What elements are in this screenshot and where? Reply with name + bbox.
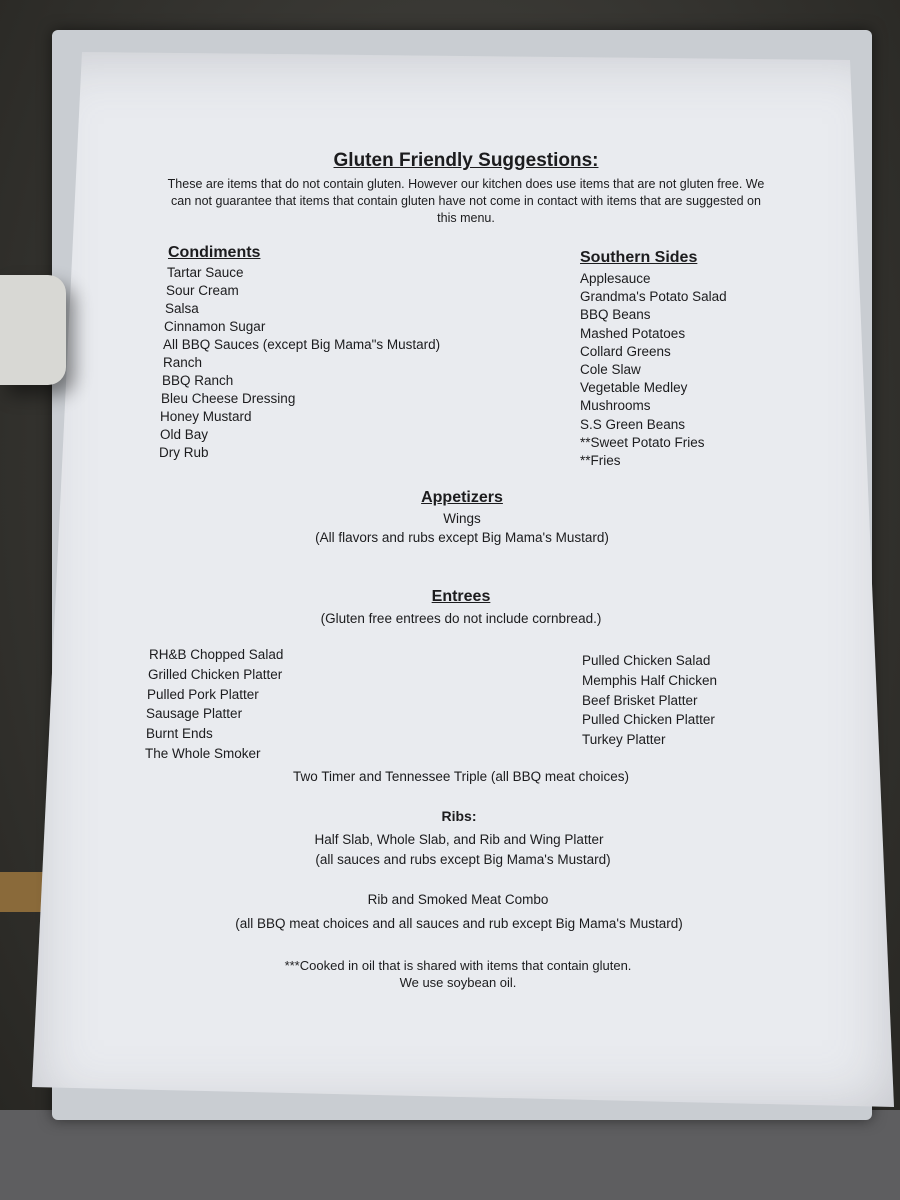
list-item: Collard Greens <box>580 343 671 359</box>
list-item: Pulled Chicken Salad <box>582 653 711 668</box>
list-item: Memphis Half Chicken <box>582 672 718 688</box>
list-item: RH&B Chopped Salad <box>149 647 284 662</box>
list-item: Pulled Chicken Platter <box>582 712 715 728</box>
list-item: Sausage Platter <box>146 706 243 722</box>
list-item: Honey Mustard <box>160 409 252 424</box>
list-item: Cole Slaw <box>580 362 641 378</box>
list-item: Ranch <box>163 355 203 370</box>
list-item: Mushrooms <box>580 398 651 414</box>
rib-combo-title: Rib and Smoked Meat Combo <box>367 892 549 907</box>
list-item: **Sweet Potato Fries <box>580 434 705 450</box>
list-item: Cinnamon Sugar <box>164 319 266 334</box>
footnote-oil: ***Cooked in oil that is shared with items that contain gluten. <box>284 958 632 973</box>
list-item: All BBQ Sauces (except Big Mama"s Mustard) <box>163 337 441 352</box>
list-item: Beef Brisket Platter <box>582 692 698 708</box>
list-item: Turkey Platter <box>582 732 666 748</box>
entrees-left-list <box>145 645 283 764</box>
list-item: The Whole Smoker <box>145 745 261 761</box>
appetizers-item: Wings <box>443 511 481 526</box>
southern-sides-heading: Southern Sides <box>580 249 698 266</box>
rib-combo-note: (all BBQ meat choices and all sauces and rub except Big Mama's Mustard) <box>235 916 683 931</box>
tablecloth <box>0 1110 900 1200</box>
list-item: BBQ Ranch <box>162 373 234 388</box>
list-item: Burnt Ends <box>146 726 213 742</box>
menu-title: Gluten Friendly Suggestions: <box>333 150 599 171</box>
condiments-heading: Condiments <box>168 244 261 261</box>
napkin <box>0 275 66 385</box>
entrees-combo: Two Timer and Tennessee Triple (all BBQ meat choices) <box>293 769 629 784</box>
footnote-soybean: We use soybean oil. <box>399 975 517 990</box>
southern-sides-list <box>580 270 727 470</box>
list-item: Old Bay <box>160 427 209 442</box>
list-item: Sour Cream <box>166 283 239 298</box>
list-item: Vegetable Medley <box>580 380 688 396</box>
entrees-note: (Gluten free entrees do not include cornbread.) <box>320 611 602 626</box>
appetizers-heading: Appetizers <box>421 489 503 506</box>
list-item: **Fries <box>580 453 621 469</box>
list-item: BBQ Beans <box>580 307 651 323</box>
ribs-heading: Ribs: <box>441 808 477 824</box>
ribs-line-2: (all sauces and rubs except Big Mama's Mustard) <box>315 852 611 867</box>
appetizers-note: (All flavors and rubs except Big Mama's Mustard) <box>315 530 609 545</box>
menu-intro: These are items that do not contain gluten. However our kitchen does use items that are not gluten free. We can not guarantee that items that contain gluten have not come in contact with items that are suggested on this menu. <box>167 177 765 225</box>
list-item: Mashed Potatoes <box>580 325 686 341</box>
entrees-heading: Entrees <box>431 588 491 605</box>
list-item: Pulled Pork Platter <box>147 686 259 702</box>
ribs-line-1: Half Slab, Whole Slab, and Rib and Wing Platter <box>314 832 604 847</box>
list-item: Applesauce <box>580 271 651 286</box>
list-item: Salsa <box>165 301 199 316</box>
list-item: Bleu Cheese Dressing <box>161 391 296 406</box>
list-item: S.S Green Beans <box>580 416 686 432</box>
list-item: Grilled Chicken Platter <box>148 666 283 682</box>
entrees-right-list <box>582 651 717 750</box>
condiments-list <box>160 264 440 462</box>
list-item: Tartar Sauce <box>167 265 244 280</box>
list-item: Dry Rub <box>159 445 209 460</box>
list-item: Grandma's Potato Salad <box>580 289 727 305</box>
